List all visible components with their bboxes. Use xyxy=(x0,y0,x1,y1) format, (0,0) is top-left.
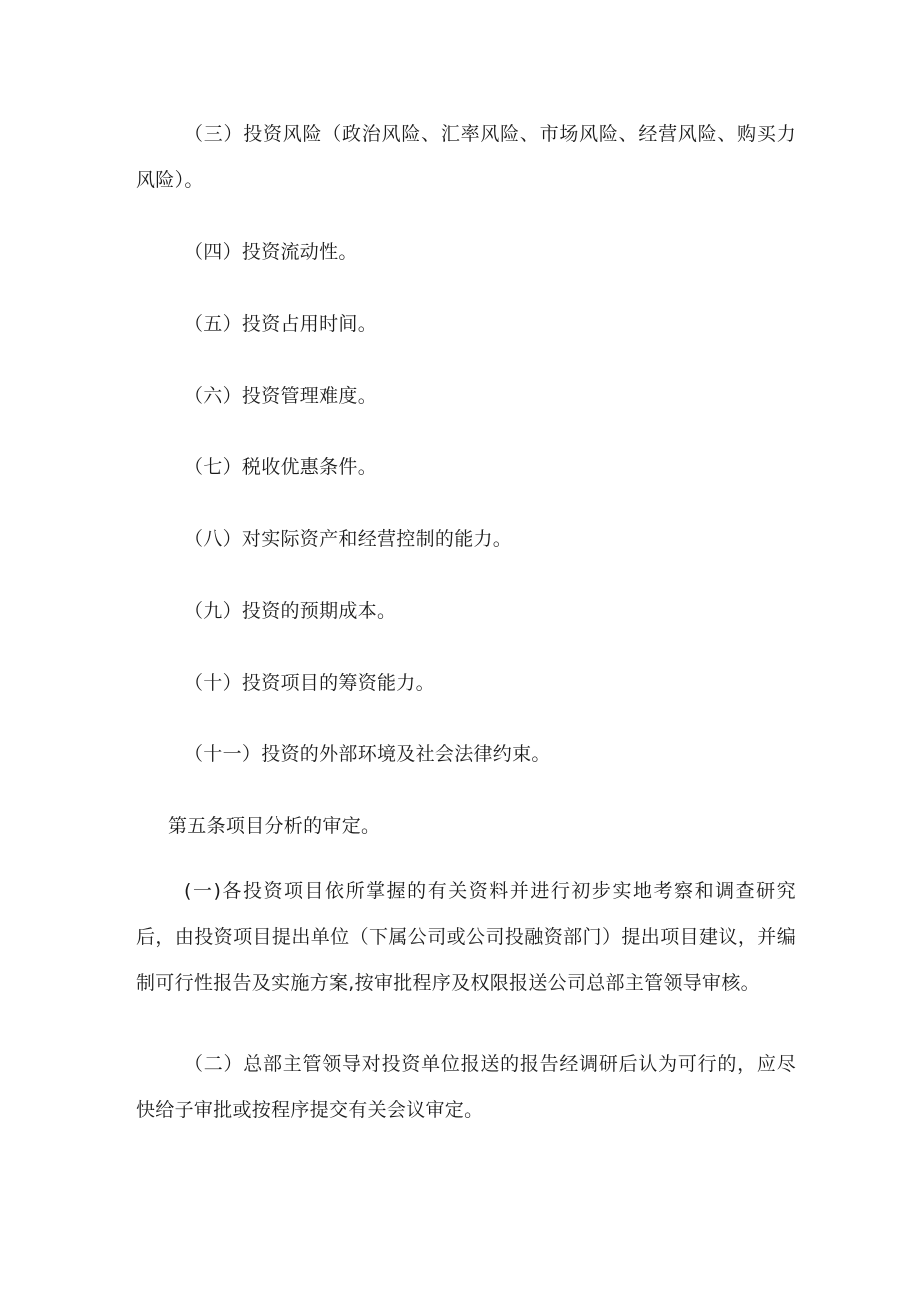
paragraph-investment-liquidity: （四）投资流动性。 xyxy=(184,241,358,263)
paragraph-management-difficulty: （六）投资管理难度。 xyxy=(184,385,378,407)
paragraph-investment-time: （五）投资占用时间。 xyxy=(184,313,378,335)
paragraph-tax-incentives: （七）税收优惠条件。 xyxy=(184,456,378,478)
paragraph-approval: （二）总部主管领导对投资单位报送的报告经调研后认为可行的，应尽快给子审批或按程序提交有关会议审定。 xyxy=(136,1053,796,1121)
paragraph-investment-risk: （三）投资风险（政治风险、汇率风险、市场风险、经营风险、购买力风险）。 xyxy=(136,123,796,191)
paragraph-financing-ability: （十）投资项目的筹资能力。 xyxy=(184,672,435,694)
paragraph-control-ability: （八）对实际资产和经营控制的能力。 xyxy=(184,528,513,550)
section-heading-article-5: 第五条项目分析的审定。 xyxy=(168,815,381,837)
paragraph-external-environment: （十一）投资的外部环境及社会法律约束。 xyxy=(184,743,551,765)
paragraph-project-proposal: (一)各投资项目依所掌握的有关资料并进行初步实地考察和调查研究后，由投资项目提出单位（下属公司或公司投融资部门）提出项目建议，并编制可行性报告及实施方案,按审批程序及权限报送公司总部主管领导审核。 xyxy=(136,880,796,994)
paragraph-expected-cost: （九）投资的预期成本。 xyxy=(184,600,397,622)
